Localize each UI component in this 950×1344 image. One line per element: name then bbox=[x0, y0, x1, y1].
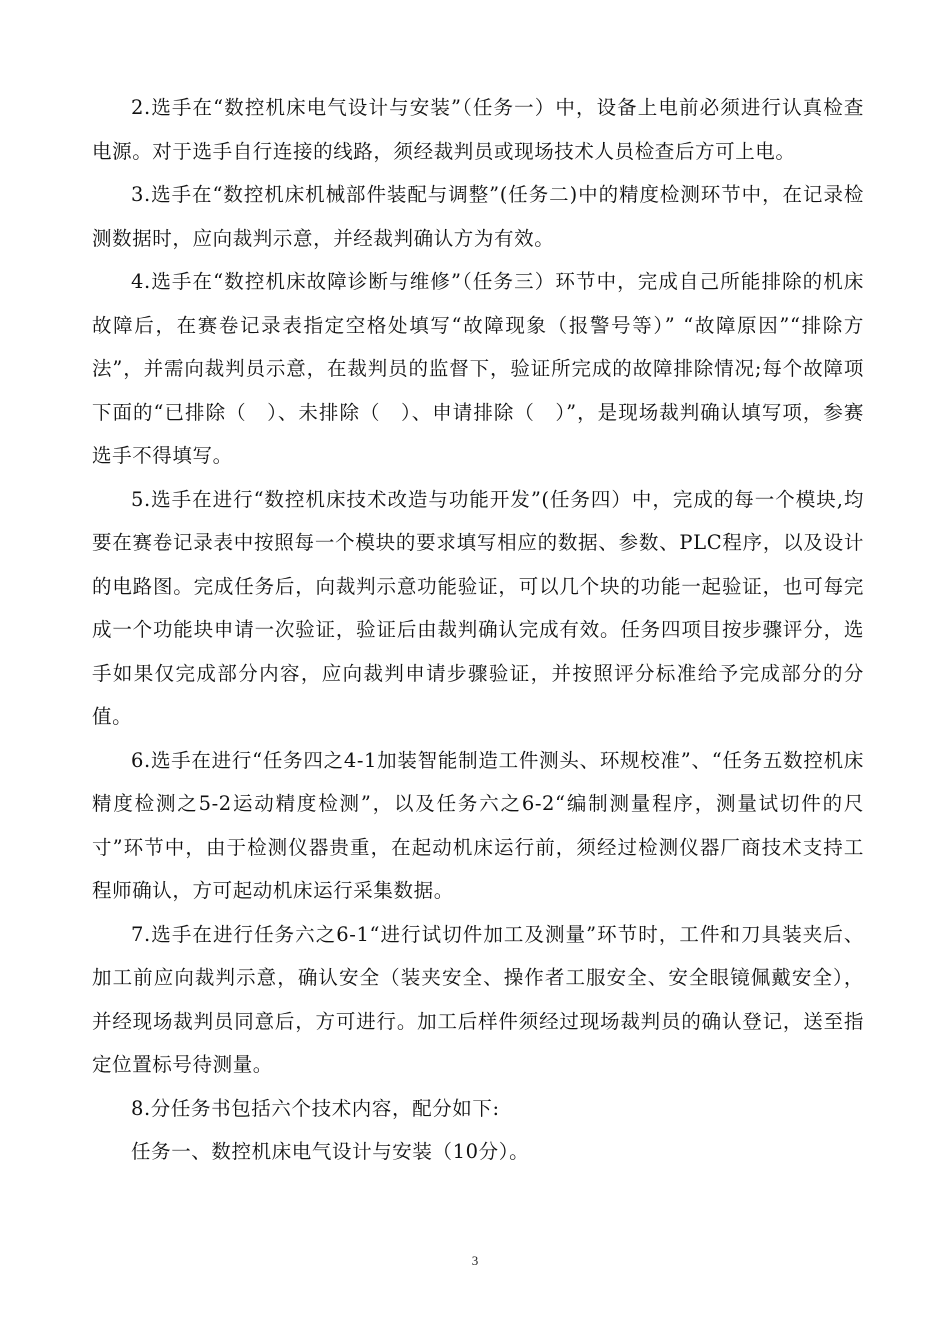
document-body bbox=[92, 86, 864, 1174]
paragraph-item-7: 7.选手在进行任务六之6-1“进行试切件加工及测量”环节时，工件和刀具装夹后、加工前应向裁判示意，确认安全（装夹安全、操作者工服安全、安全眼镜佩戴安全），并经现场裁判员同意后，方可进行。加工后样件须经过现场裁判员的确认登记，送至指定位置标号待测量。 bbox=[92, 922, 864, 1076]
paragraph-item-2: 2.选手在“数控机床电气设计与安装”（任务一）中，设备上电前必须进行认真检查电源。对于选手自行连接的线路，须经裁判员或现场技术人员检查后方可上电。 bbox=[92, 96, 864, 163]
paragraph-task-one: 任务一、数控机床电气设计与安装（10分）。 bbox=[131, 1140, 530, 1163]
paragraph-item-6: 6.选手在进行“任务四之4-1加装智能制造工件测头、环规校准”、“任务五数控机床精度检测之5-2运动精度检测”，以及任务六之6-2“编制测量程序，测量试切件的尺寸”环节中，由于检测仪器贵重，在起动机床运行前，须经过检测仪器厂商技术支持工程师确认，方可起动机床运行采集数据。 bbox=[92, 748, 864, 902]
paragraph-item-8: 8.分任务书包括六个技术内容，配分如下: bbox=[131, 1096, 500, 1120]
paragraph-item-5: 5.选手在进行“数控机床技术改造与功能开发”(任务四）中，完成的每一个模块,均要在赛卷记录表中按照每一个模块的要求填写相应的数据、参数、PLC程序，以及设计的电路图。完成任务后，向裁判示意功能验证，可以几个块的功能一起验证，也可每完成一个功能块申请一次验证，验证后由裁判确认完成有效。任务四项目按步骤评分，选手如果仅完成部分内容，应向裁判申请步骤验证，并按照评分标准给予完成部分的分值。 bbox=[92, 487, 864, 728]
paragraph-item-4: 4.选手在“数控机床故障诊断与维修”（任务三）环节中，完成自己所能排除的机床故障后，在赛卷记录表指定空格处填写“故障现象（报警号等）” “故障原因”“排除方法”，并需向裁判员示意，在裁判员的监督下，验证所完成的故障排除情况;每个故障项下面的“已排除（ ）、未排除（ ）、申请排除（ ）”，是现场裁判确认填写项，参赛选手不得填写。 bbox=[92, 270, 864, 467]
page-number: 3 bbox=[471, 1253, 479, 1268]
paragraph-item-3: 3.选手在“数控机床机械部件装配与调整”(任务二)中的精度检测环节中，在记录检测数据时，应向裁判示意，并经裁判确认方为有效。 bbox=[92, 183, 864, 250]
